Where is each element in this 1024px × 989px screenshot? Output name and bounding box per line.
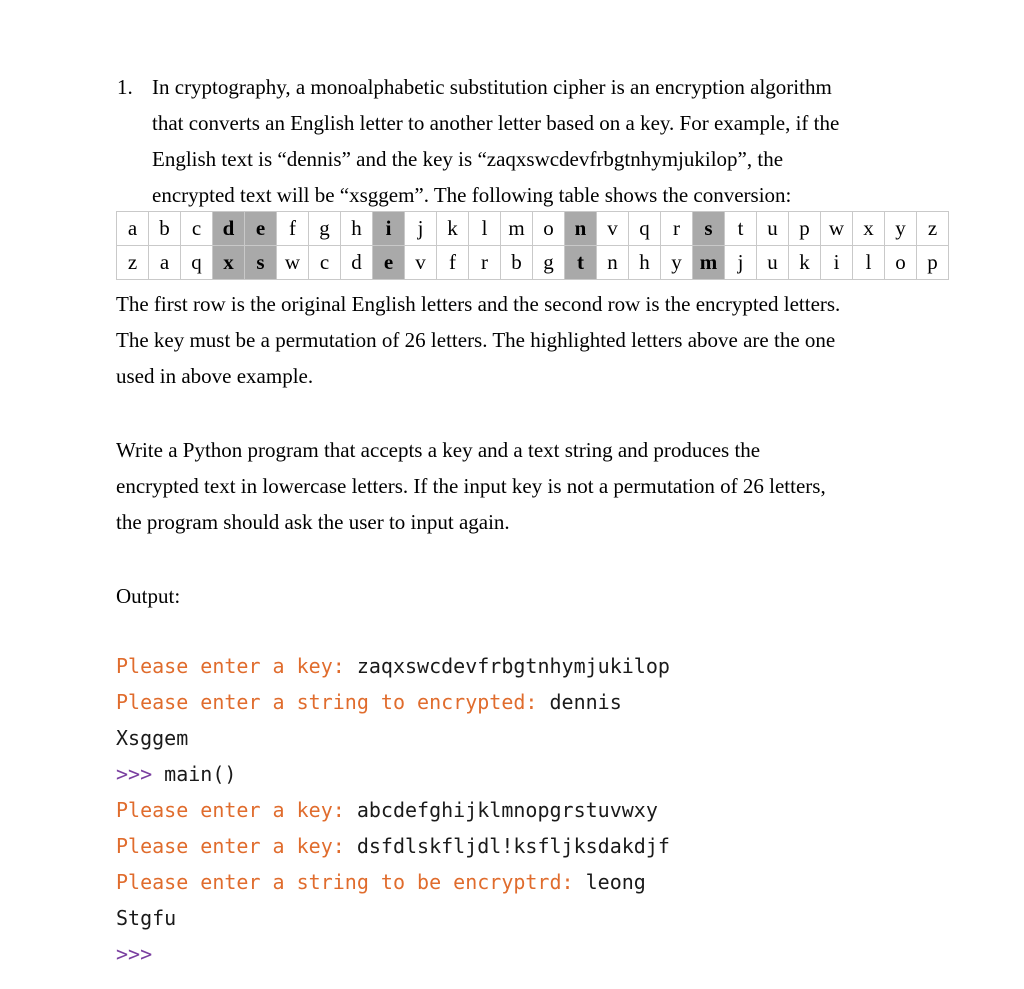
console-repl-line [116, 936, 670, 972]
original-letter-cell: k [437, 212, 469, 246]
console-output [116, 648, 670, 972]
original-letter-cell: q [629, 212, 661, 246]
encrypted-letter-cell: b [501, 246, 533, 280]
original-letter-cell: h [341, 212, 373, 246]
paragraph-line: used in above example. [116, 364, 314, 388]
console-prompt: Please enter a key: [116, 834, 357, 858]
console-repl-line [116, 756, 670, 792]
cipher-table [116, 211, 949, 280]
encrypted-letter-cell: d [341, 246, 373, 280]
original-letter-cell: v [597, 212, 629, 246]
encrypted-letter-cell: e [373, 246, 405, 280]
original-letter-cell: o [533, 212, 565, 246]
original-letter-cell: u [757, 212, 789, 246]
encrypted-letter-cell: m [693, 246, 725, 280]
original-letter-cell: c [181, 212, 213, 246]
encrypted-letter-cell: a [149, 246, 181, 280]
console-input-line [116, 792, 670, 828]
encrypted-letter-cell: o [885, 246, 917, 280]
encrypted-letter-cell: w [277, 246, 309, 280]
encrypted-letter-cell: k [789, 246, 821, 280]
console-input-line [116, 684, 670, 720]
original-letter-cell: s [693, 212, 725, 246]
repl-prompt: >>> [116, 762, 165, 786]
console-result: Xsggem [116, 726, 189, 750]
console-prompt: Please enter a key: [116, 654, 357, 678]
console-prompt: Please enter a key: [116, 798, 357, 822]
repl-command: main() [164, 762, 237, 786]
console-result-line [116, 720, 670, 756]
encrypted-letter-cell: c [309, 246, 341, 280]
original-letter-cell: x [853, 212, 885, 246]
original-letter-cell: l [469, 212, 501, 246]
encrypted-letter-cell: p [917, 246, 949, 280]
original-letter-cell: g [309, 212, 341, 246]
console-prompt: Please enter a string to be encryptrd: [116, 870, 586, 894]
cipher-row-original [117, 212, 949, 246]
console-result-line [116, 900, 670, 936]
console-user-input: abcdefghijklmnopgrstuvwxy [356, 798, 658, 822]
console-prompt: Please enter a string to encrypted: [116, 690, 550, 714]
original-letter-cell: y [885, 212, 917, 246]
original-letter-cell: e [245, 212, 277, 246]
original-letter-cell: j [405, 212, 437, 246]
encrypted-letter-cell: f [437, 246, 469, 280]
original-letter-cell: i [373, 212, 405, 246]
original-letter-cell: w [821, 212, 853, 246]
console-user-input: zaqxswcdevfrbgtnhymjukilop [356, 654, 670, 678]
console-input-line [116, 648, 670, 684]
encrypted-letter-cell: v [405, 246, 437, 280]
encrypted-letter-cell: n [597, 246, 629, 280]
repl-prompt: >>> [116, 942, 153, 966]
encrypted-letter-cell: g [533, 246, 565, 280]
paragraph-line: Write a Python program that accepts a key and a text string and produces the [116, 438, 761, 462]
console-user-input: leong [585, 870, 646, 894]
original-letter-cell: r [661, 212, 693, 246]
original-letter-cell: m [501, 212, 533, 246]
original-letter-cell: n [565, 212, 597, 246]
encrypted-letter-cell: s [245, 246, 277, 280]
encrypted-letter-cell: t [565, 246, 597, 280]
console-input-line [116, 864, 670, 900]
original-letter-cell: b [149, 212, 181, 246]
question-line: encrypted text will be “xsggem”. The following table shows the conversion: [152, 183, 792, 207]
console-user-input: dennis [549, 690, 622, 714]
console-input-line [116, 828, 670, 864]
encrypted-letter-cell: y [661, 246, 693, 280]
encrypted-letter-cell: i [821, 246, 853, 280]
original-letter-cell: a [117, 212, 149, 246]
paragraph-line: encrypted text in lowercase letters. If the input key is not a permutation of 26 letters, [116, 474, 826, 498]
original-letter-cell: f [277, 212, 309, 246]
paragraph-line: the program should ask the user to input again. [116, 510, 510, 534]
cipher-row-encrypted [117, 246, 949, 280]
encrypted-letter-cell: x [213, 246, 245, 280]
question-line: English text is “dennis” and the key is “zaqxswcdevfrbgtnhymjukilop”, the [152, 147, 784, 171]
original-letter-cell: t [725, 212, 757, 246]
paragraph-line: The key must be a permutation of 26 letters. The highlighted letters above are the one [116, 328, 836, 352]
encrypted-letter-cell: h [629, 246, 661, 280]
question-line: In cryptography, a monoalphabetic substitution cipher is an encryption algorithm [152, 75, 832, 99]
encrypted-letter-cell: u [757, 246, 789, 280]
encrypted-letter-cell: j [725, 246, 757, 280]
console-result: Stgfu [116, 906, 177, 930]
original-letter-cell: d [213, 212, 245, 246]
console-user-input: dsfdlskfljdl!ksfljksdakdjf [356, 834, 670, 858]
original-letter-cell: z [917, 212, 949, 246]
task-paragraph [116, 432, 826, 540]
question-number: 1. [117, 75, 133, 99]
output-label: Output: [116, 584, 181, 608]
encrypted-letter-cell: l [853, 246, 885, 280]
question-line: that converts an English letter to another letter based on a key. For example, if the [152, 111, 840, 135]
paragraph-line: The first row is the original English letters and the second row is the encrypted letters. [116, 292, 841, 316]
encrypted-letter-cell: q [181, 246, 213, 280]
encrypted-letter-cell: z [117, 246, 149, 280]
explanation-paragraph [116, 286, 840, 394]
original-letter-cell: p [789, 212, 821, 246]
encrypted-letter-cell: r [469, 246, 501, 280]
question-text [152, 69, 972, 213]
